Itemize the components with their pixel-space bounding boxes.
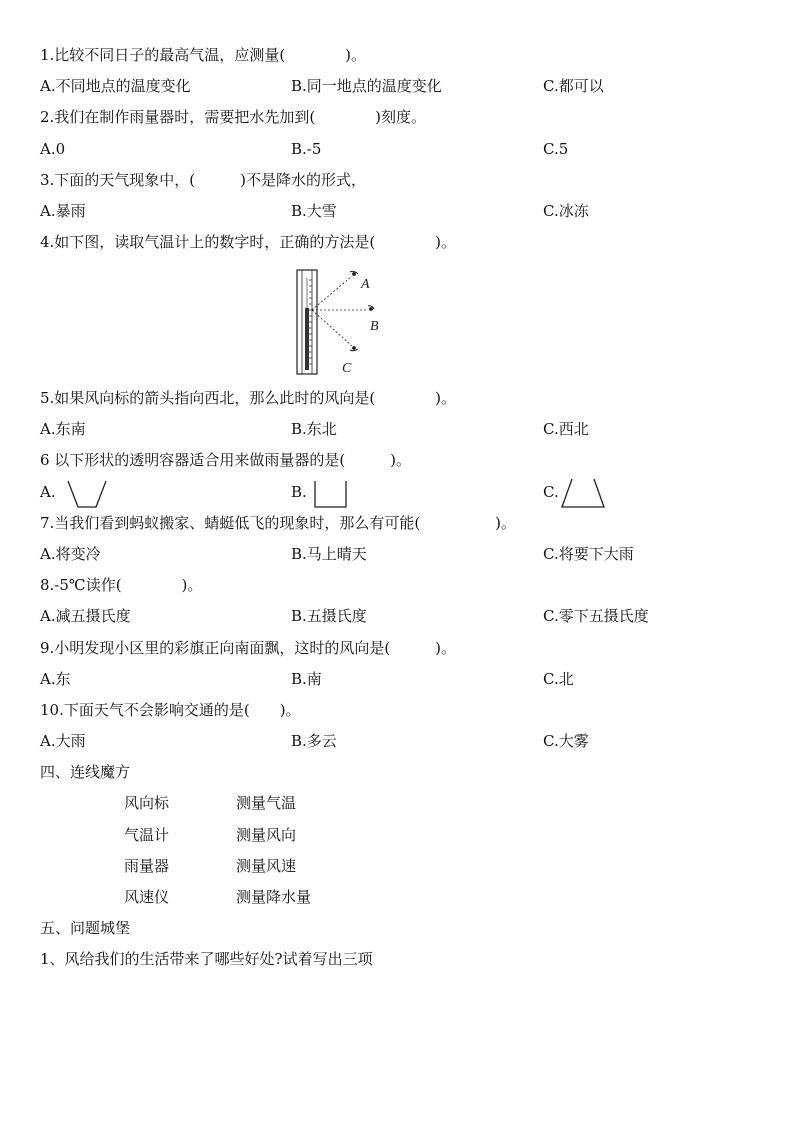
question-3: 3.下面的天气现象中，( )不是降水的形式，	[40, 171, 367, 189]
question-9: 9.小明发现小区里的彩旗正向南面飘，这时的风向是( )。	[40, 639, 457, 657]
question-8: 8.-5℃读作( )。	[40, 576, 203, 594]
q1-option-b: B.同一地点的温度变化	[291, 77, 442, 95]
narrow-bottom-container-icon	[66, 479, 108, 511]
match-left-item: 气温计	[124, 826, 170, 844]
straight-container-icon	[313, 479, 349, 511]
q6-option-a: A.	[40, 483, 56, 501]
q10-option-c: C.大雾	[543, 732, 589, 750]
match-left-item: 风速仪	[124, 888, 170, 906]
thermometer-figure	[288, 266, 388, 378]
q9-option-a: A.东	[40, 670, 71, 688]
section-5-title: 五、问题城堡	[40, 919, 131, 937]
q3-option-b: B.大雪	[291, 202, 337, 220]
q8-option-a: A.减五摄氏度	[40, 607, 131, 625]
q5-option-a: A.东南	[40, 420, 86, 438]
q5-option-c: C.西北	[543, 420, 589, 438]
q7-option-b: B.马上晴天	[291, 545, 367, 563]
figure-label-b: B	[370, 319, 379, 334]
q6-option-b: B.	[291, 483, 307, 501]
q7-option-c: C.将要下大雨	[543, 545, 634, 563]
thermometer-icon	[288, 266, 388, 378]
q10-option-b: B.多云	[291, 732, 337, 750]
question-5: 5.如果风向标的箭头指向西北，那么此时的风向是( )。	[40, 389, 457, 407]
question-7: 7.当我们看到蚂蚁搬家、蜻蜓低飞的现象时，那么有可能( )。	[40, 514, 517, 532]
section-4-title: 四、连线魔方	[40, 763, 131, 781]
q7-option-a: A.将变冷	[40, 545, 101, 563]
q8-option-b: B.五摄氏度	[291, 607, 367, 625]
q10-option-a: A.大雨	[40, 732, 86, 750]
q2-option-b: B.-5	[291, 140, 322, 158]
q9-option-b: B.南	[291, 670, 322, 688]
q3-option-c: C.冰冻	[543, 202, 589, 220]
match-left-item: 雨量器	[124, 857, 170, 875]
match-right-item: 测量风速	[236, 857, 297, 875]
question-4: 4.如下图，读取气温计上的数字时，正确的方法是( )。	[40, 233, 457, 251]
q9-option-c: C.北	[543, 670, 574, 688]
section-5-question-1: 1、风给我们的生活带来了哪些好处?试着写出三项	[40, 950, 373, 968]
q8-option-c: C.零下五摄氏度	[543, 607, 649, 625]
question-10: 10.下面天气不会影响交通的是( )。	[40, 701, 301, 719]
figure-label-c: C	[342, 361, 352, 376]
q3-option-a: A.暴雨	[40, 202, 86, 220]
match-right-item: 测量气温	[236, 794, 297, 812]
match-right-item: 测量降水量	[236, 888, 312, 906]
question-1: 1.比较不同日子的最高气温，应测量( )。	[40, 46, 367, 64]
match-left-item: 风向标	[124, 794, 170, 812]
q1-option-c: C.都可以	[543, 77, 604, 95]
wide-bottom-container-icon	[560, 477, 608, 511]
match-right-item: 测量风向	[236, 826, 297, 844]
question-6: 6 以下形状的透明容器适合用来做雨量器的是( )。	[40, 451, 412, 469]
figure-label-a: A	[361, 277, 370, 292]
q5-option-b: B.东北	[291, 420, 337, 438]
q2-option-a: A.0	[40, 140, 66, 158]
q1-option-a: A.不同地点的温度变化	[40, 77, 191, 95]
question-2: 2.我们在制作雨量器时，需要把水先加到( )刻度。	[40, 108, 427, 126]
q2-option-c: C.5	[543, 140, 569, 158]
q6-option-c: C.	[543, 483, 559, 501]
